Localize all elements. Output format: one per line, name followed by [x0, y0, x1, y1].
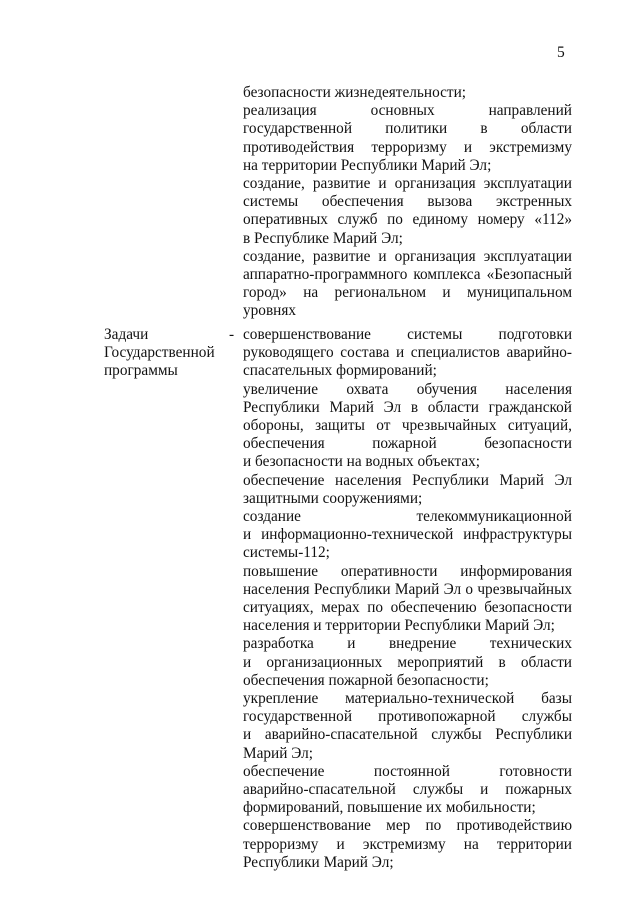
text-line: противодействия терроризму и экстремизму	[243, 138, 572, 156]
text-line: формирований, повышение их мобильности;	[243, 799, 536, 817]
text-line: создание, развитие и организация эксплуатации	[243, 247, 572, 265]
text-line: реализация основных направлений	[243, 102, 572, 120]
text-line: спасательных формирований;	[243, 362, 437, 380]
text-line: обеспечения пожарной безопасности	[243, 435, 572, 453]
text-line: создание телекоммуникационной	[243, 508, 572, 526]
text-line: обеспечение населения Республики Марий Эл	[243, 471, 572, 489]
text-line: увеличение охвата обучения населения	[243, 380, 572, 398]
tasks-text	[243, 326, 572, 872]
text-line: системы-112;	[243, 544, 330, 562]
text-line: государственной противопожарной службы	[243, 708, 572, 726]
text-line: терроризму и экстремизму на территории	[243, 835, 572, 853]
tasks-label	[104, 326, 224, 381]
text-line: и организационных мероприятий в области	[243, 653, 572, 671]
text-line: аварийно-спасательной службы и пожарных	[243, 781, 572, 799]
page-number: 5	[557, 44, 565, 61]
text-line: населения Республики Марий Эл о чрезвычайных	[243, 580, 572, 598]
label-line: программы	[104, 362, 178, 380]
label-line: Государственной	[104, 344, 215, 362]
text-line: обеспечения пожарной безопасности;	[243, 671, 489, 689]
text-line: создание, развитие и организация эксплуатации	[243, 175, 572, 193]
text-line: государственной политики в области	[243, 120, 572, 138]
text-line: аппаратно-программного комплекса «Безопасный	[243, 266, 572, 284]
text-line: город» на региональном и муниципальном	[243, 284, 572, 302]
text-line: укрепление материально-технической базы	[243, 690, 572, 708]
text-line: населения и территории Республики Марий Эл;	[243, 617, 555, 635]
text-line: и безопасности на водных объектах;	[243, 453, 481, 471]
text-line: Республики Марий Эл;	[243, 853, 394, 871]
text-line: безопасности жизнедеятельности;	[243, 84, 467, 101]
text-line: обороны, защиты от чрезвычайных ситуаций,	[243, 417, 572, 435]
text-line: Республики Марий Эл в области гражданской	[243, 398, 572, 416]
text-line: оперативных служб по единому номеру «112»	[243, 211, 572, 229]
text-line: разработка и внедрение технических	[243, 635, 572, 653]
text-line: и информационно-технической инфраструктуры	[243, 526, 572, 544]
label-line: Задачи	[104, 326, 149, 343]
text-line: и аварийно-спасательной службы Республики	[243, 726, 572, 744]
continuation-text	[243, 84, 572, 321]
text-line: в Республике Марий Эл;	[243, 229, 403, 247]
text-line: совершенствование мер по противодействию	[243, 817, 572, 835]
text-line: совершенствование системы подготовки	[243, 326, 572, 343]
text-line: Марий Эл;	[243, 744, 314, 762]
label-dash: -	[229, 326, 235, 343]
text-line: руководящего состава и специалистов аварийно-	[243, 344, 572, 362]
text-line: обеспечение постоянной готовности	[243, 762, 572, 780]
text-line: на территории Республики Марий Эл;	[243, 156, 492, 174]
text-line: уровнях	[243, 302, 297, 320]
text-line: защитными сооружениями;	[243, 489, 423, 507]
text-line: системы обеспечения вызова экстренных	[243, 193, 572, 211]
text-line: повышение оперативности информирования	[243, 562, 572, 580]
text-line: ситуациях, мерах по обеспечению безопасности	[243, 599, 572, 617]
